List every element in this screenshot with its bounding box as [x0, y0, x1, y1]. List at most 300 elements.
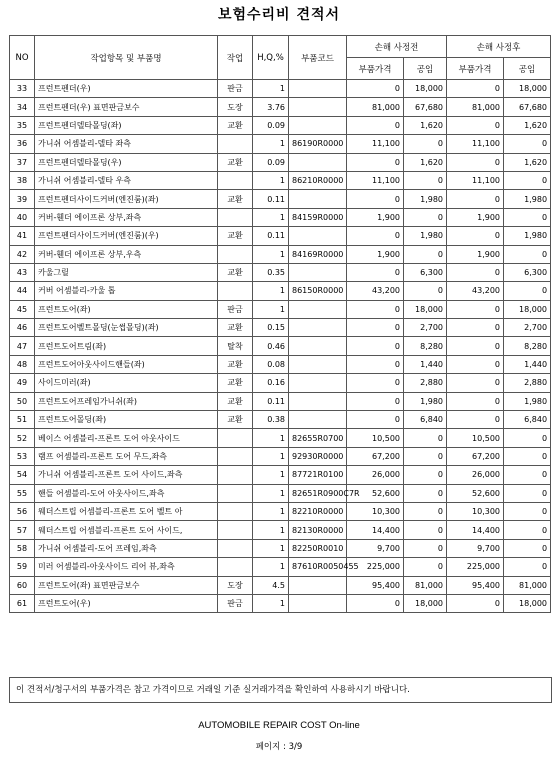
row-work: [218, 135, 253, 153]
row-work: [218, 466, 253, 484]
row-no: 47: [10, 337, 35, 355]
row-item: 프런트도어(좌): [35, 300, 218, 318]
row-before-part-price: 0: [347, 392, 404, 410]
row-hq: 1: [253, 429, 289, 447]
row-before-labor: 1,620: [404, 153, 447, 171]
table-row: [10, 558, 551, 576]
header-after-adjustment: 손해 사정후: [447, 36, 551, 58]
row-no: 58: [10, 539, 35, 557]
row-before-part-price: 0: [347, 153, 404, 171]
row-before-part-price: 225,000: [347, 558, 404, 576]
price-notice: 이 견적서/청구서의 부품가격은 참고 가격이므로 거래일 기준 실거래가격을 확인하여 사용하시기 바랍니다.: [9, 677, 552, 703]
row-after-labor: 81,000: [504, 576, 551, 594]
row-item: 가니쉬 어셈블리-델타 좌측: [35, 135, 218, 153]
row-item: 프런트펜더델타몰딩(좌): [35, 116, 218, 134]
row-item: 커버-휀더 에이프론 상부,우측: [35, 245, 218, 263]
table-row: [10, 502, 551, 520]
row-before-labor: 0: [404, 539, 447, 557]
row-work: 교환: [218, 374, 253, 392]
header-before-labor: 공임: [404, 58, 447, 80]
row-hq: 3.76: [253, 98, 289, 116]
row-after-labor: 1,440: [504, 355, 551, 373]
table-row: [10, 576, 551, 594]
row-part-code: [289, 263, 347, 281]
row-hq: 0.11: [253, 392, 289, 410]
row-work: 교환: [218, 227, 253, 245]
row-before-part-price: 0: [347, 227, 404, 245]
row-hq: 1: [253, 558, 289, 576]
row-no: 50: [10, 392, 35, 410]
row-before-labor: 6,840: [404, 411, 447, 429]
row-after-labor: 0: [504, 447, 551, 465]
row-after-part-price: 11,100: [447, 135, 504, 153]
row-no: 52: [10, 429, 35, 447]
row-before-part-price: 9,700: [347, 539, 404, 557]
row-hq: 1: [253, 171, 289, 189]
row-before-part-price: 43,200: [347, 282, 404, 300]
row-hq: 0.15: [253, 319, 289, 337]
row-no: 34: [10, 98, 35, 116]
row-item: 프런트펜더(우): [35, 80, 218, 98]
row-hq: 1: [253, 135, 289, 153]
row-part-code: 92930R0000: [289, 447, 347, 465]
row-after-part-price: 11,100: [447, 171, 504, 189]
row-hq: 0.35: [253, 263, 289, 281]
row-item: 램프 어셈블리-프론트 도어 무드,좌측: [35, 447, 218, 465]
row-part-code: [289, 319, 347, 337]
row-item: 커버-휀더 에이프론 상부,좌측: [35, 208, 218, 226]
row-part-code: [289, 355, 347, 373]
row-part-code: [289, 98, 347, 116]
table-row: [10, 466, 551, 484]
row-no: 40: [10, 208, 35, 226]
row-after-labor: 0: [504, 208, 551, 226]
table-row: [10, 594, 551, 612]
row-after-part-price: 52,600: [447, 484, 504, 502]
row-no: 39: [10, 190, 35, 208]
row-after-labor: 2,700: [504, 319, 551, 337]
row-part-code: 84159R0000: [289, 208, 347, 226]
row-after-part-price: 1,900: [447, 208, 504, 226]
row-hq: 1: [253, 466, 289, 484]
row-work: 교환: [218, 319, 253, 337]
row-after-part-price: 0: [447, 594, 504, 612]
row-item: 프런트도어프레임가니쉬(좌): [35, 392, 218, 410]
row-after-part-price: 67,200: [447, 447, 504, 465]
row-no: 41: [10, 227, 35, 245]
row-hq: 1: [253, 594, 289, 612]
row-item: 사이드미러(좌): [35, 374, 218, 392]
table-row: [10, 245, 551, 263]
row-work: 교환: [218, 263, 253, 281]
row-before-labor: 0: [404, 245, 447, 263]
header-before-part-price: 부품가격: [347, 58, 404, 80]
row-hq: 1: [253, 208, 289, 226]
row-after-part-price: 10,300: [447, 502, 504, 520]
row-work: [218, 539, 253, 557]
row-part-code: [289, 337, 347, 355]
row-item: 가니쉬 어셈블리-프론트 도어 사이드,좌측: [35, 466, 218, 484]
row-no: 54: [10, 466, 35, 484]
row-after-labor: 0: [504, 521, 551, 539]
row-item: 커버 어셈블리-카울 톱: [35, 282, 218, 300]
row-before-part-price: 0: [347, 411, 404, 429]
table-row: [10, 153, 551, 171]
row-work: [218, 429, 253, 447]
row-before-part-price: 95,400: [347, 576, 404, 594]
row-item: 가니쉬 어셈블리-델타 우측: [35, 171, 218, 189]
table-row: [10, 80, 551, 98]
header-before-adjustment: 손해 사정전: [347, 36, 447, 58]
row-no: 56: [10, 502, 35, 520]
table-row: [10, 208, 551, 226]
row-work: [218, 171, 253, 189]
row-part-code: 84169R0000: [289, 245, 347, 263]
row-work: 교환: [218, 153, 253, 171]
row-part-code: [289, 227, 347, 245]
row-part-code: [289, 392, 347, 410]
row-before-part-price: 0: [347, 319, 404, 337]
row-before-part-price: 10,500: [347, 429, 404, 447]
row-part-code: 82651R0900C7R: [289, 484, 347, 502]
row-after-labor: 6,840: [504, 411, 551, 429]
row-no: 61: [10, 594, 35, 612]
row-part-code: [289, 190, 347, 208]
row-hq: 1: [253, 502, 289, 520]
page-number: 페이지 : 3/9: [255, 742, 303, 752]
row-hq: 0.38: [253, 411, 289, 429]
row-before-part-price: 1,900: [347, 208, 404, 226]
row-item: 프런트펜더사이드커버(엔진룸)(좌): [35, 190, 218, 208]
row-item: 프런트도어몰딩(좌): [35, 411, 218, 429]
row-before-part-price: 81,000: [347, 98, 404, 116]
row-after-part-price: 9,700: [447, 539, 504, 557]
row-after-labor: 18,000: [504, 300, 551, 318]
row-after-labor: 1,620: [504, 116, 551, 134]
row-after-part-price: 0: [447, 337, 504, 355]
row-work: [218, 502, 253, 520]
header-part-code: 부품코드: [289, 36, 347, 80]
row-after-labor: 0: [504, 466, 551, 484]
row-hq: 1: [253, 282, 289, 300]
row-no: 49: [10, 374, 35, 392]
row-after-labor: 18,000: [504, 594, 551, 612]
row-no: 38: [10, 171, 35, 189]
row-before-part-price: 11,100: [347, 135, 404, 153]
row-after-part-price: 225,000: [447, 558, 504, 576]
table-row: [10, 263, 551, 281]
row-hq: 4.5: [253, 576, 289, 594]
row-after-part-price: 0: [447, 392, 504, 410]
row-after-part-price: 0: [447, 263, 504, 281]
table-row: [10, 171, 551, 189]
row-before-labor: 0: [404, 521, 447, 539]
row-hq: 1: [253, 80, 289, 98]
table-row: [10, 116, 551, 134]
row-part-code: 87610R0050455: [289, 558, 347, 576]
document-title: 보험수리비 견적서: [217, 7, 341, 23]
row-work: 판금: [218, 594, 253, 612]
row-after-part-price: 0: [447, 227, 504, 245]
row-work: 교환: [218, 190, 253, 208]
table-row: [10, 374, 551, 392]
table-row: [10, 190, 551, 208]
row-before-labor: 0: [404, 208, 447, 226]
row-work: [218, 447, 253, 465]
row-item: 프런트펜더델타몰딩(우): [35, 153, 218, 171]
table-row: [10, 319, 551, 337]
row-item: 웨더스트립 어셈블리-프론트 도어 벨트 아: [35, 502, 218, 520]
row-no: 35: [10, 116, 35, 134]
row-item: 가니쉬 어셈블리-도어 프레임,좌측: [35, 539, 218, 557]
row-part-code: [289, 300, 347, 318]
row-after-labor: 0: [504, 539, 551, 557]
row-hq: 0.09: [253, 116, 289, 134]
row-before-labor: 1,620: [404, 116, 447, 134]
table-row: [10, 521, 551, 539]
row-after-part-price: 81,000: [447, 98, 504, 116]
row-no: 55: [10, 484, 35, 502]
header-after-part-price: 부품가격: [447, 58, 504, 80]
row-before-part-price: 0: [347, 355, 404, 373]
row-work: [218, 208, 253, 226]
row-before-labor: 0: [404, 484, 447, 502]
row-hq: 1: [253, 484, 289, 502]
row-part-code: 82210R0000: [289, 502, 347, 520]
row-after-part-price: 0: [447, 374, 504, 392]
row-after-labor: 1,980: [504, 190, 551, 208]
row-hq: 1: [253, 521, 289, 539]
table-row: [10, 300, 551, 318]
row-hq: 0.16: [253, 374, 289, 392]
row-after-part-price: 0: [447, 411, 504, 429]
row-part-code: [289, 153, 347, 171]
row-before-part-price: 0: [347, 116, 404, 134]
header-work: 작업: [218, 36, 253, 80]
row-after-part-price: 95,400: [447, 576, 504, 594]
row-no: 57: [10, 521, 35, 539]
row-part-code: [289, 411, 347, 429]
row-after-labor: 0: [504, 135, 551, 153]
row-before-labor: 0: [404, 171, 447, 189]
row-after-labor: 1,980: [504, 227, 551, 245]
row-work: 교환: [218, 411, 253, 429]
row-no: 60: [10, 576, 35, 594]
row-before-labor: 0: [404, 466, 447, 484]
row-work: 교환: [218, 116, 253, 134]
row-after-part-price: 10,500: [447, 429, 504, 447]
header-hq: H,Q,%: [253, 36, 289, 80]
row-item: 베이스 어셈블리-프론트 도어 아웃사이드: [35, 429, 218, 447]
row-work: 탈착: [218, 337, 253, 355]
row-part-code: 87721R0100: [289, 466, 347, 484]
row-item: 프런트도어(우): [35, 594, 218, 612]
row-before-part-price: 0: [347, 594, 404, 612]
row-work: 도장: [218, 98, 253, 116]
row-after-part-price: 26,000: [447, 466, 504, 484]
row-part-code: [289, 374, 347, 392]
row-after-part-price: 0: [447, 300, 504, 318]
row-after-labor: 0: [504, 558, 551, 576]
row-part-code: [289, 116, 347, 134]
row-hq: 0.46: [253, 337, 289, 355]
row-after-part-price: 43,200: [447, 282, 504, 300]
table-row: [10, 392, 551, 410]
row-before-part-price: 52,600: [347, 484, 404, 502]
row-after-labor: 0: [504, 282, 551, 300]
row-after-labor: 0: [504, 245, 551, 263]
row-after-labor: 0: [504, 484, 551, 502]
row-item: 프런트도어(좌) 표면판금보수: [35, 576, 218, 594]
row-part-code: 82655R0700: [289, 429, 347, 447]
row-no: 48: [10, 355, 35, 373]
row-work: 판금: [218, 300, 253, 318]
row-before-labor: 81,000: [404, 576, 447, 594]
row-before-part-price: 0: [347, 300, 404, 318]
row-hq: 0.09: [253, 153, 289, 171]
row-before-part-price: 11,100: [347, 171, 404, 189]
row-work: [218, 282, 253, 300]
row-after-part-price: 0: [447, 190, 504, 208]
row-before-part-price: 14,400: [347, 521, 404, 539]
row-before-part-price: 0: [347, 263, 404, 281]
row-item: 미러 어셈블리-아웃사이드 리어 뷰,좌측: [35, 558, 218, 576]
row-hq: 1: [253, 539, 289, 557]
row-work: 판금: [218, 80, 253, 98]
table-row: [10, 98, 551, 116]
row-after-labor: 2,880: [504, 374, 551, 392]
row-before-labor: 0: [404, 447, 447, 465]
row-after-part-price: 0: [447, 319, 504, 337]
row-item: 프런트도어벨트몰딩(눈썹몰딩)(좌): [35, 319, 218, 337]
row-hq: 0.11: [253, 227, 289, 245]
table-row: [10, 447, 551, 465]
row-hq: 1: [253, 300, 289, 318]
row-before-part-price: 0: [347, 337, 404, 355]
row-after-labor: 0: [504, 171, 551, 189]
row-no: 44: [10, 282, 35, 300]
row-work: [218, 521, 253, 539]
row-after-labor: 1,980: [504, 392, 551, 410]
row-before-labor: 18,000: [404, 80, 447, 98]
row-before-part-price: 67,200: [347, 447, 404, 465]
table-row: [10, 411, 551, 429]
row-no: 36: [10, 135, 35, 153]
row-after-labor: 8,280: [504, 337, 551, 355]
row-work: 교환: [218, 355, 253, 373]
row-before-labor: 1,980: [404, 392, 447, 410]
row-after-labor: 67,680: [504, 98, 551, 116]
row-before-labor: 2,700: [404, 319, 447, 337]
row-before-labor: 18,000: [404, 594, 447, 612]
row-item: 핸들 어셈블리-도어 아웃사이드,좌측: [35, 484, 218, 502]
table-row: [10, 539, 551, 557]
row-before-part-price: 0: [347, 374, 404, 392]
row-before-labor: 8,280: [404, 337, 447, 355]
row-no: 59: [10, 558, 35, 576]
row-no: 53: [10, 447, 35, 465]
row-no: 46: [10, 319, 35, 337]
row-after-labor: 0: [504, 429, 551, 447]
row-work: [218, 558, 253, 576]
row-before-labor: 0: [404, 502, 447, 520]
row-hq: 1: [253, 245, 289, 263]
row-item: 프런트펜더사이드커버(엔진룸)(우): [35, 227, 218, 245]
row-item: 프런트도어트림(좌): [35, 337, 218, 355]
table-row: [10, 337, 551, 355]
row-part-code: 86210R0000: [289, 171, 347, 189]
row-after-part-price: 14,400: [447, 521, 504, 539]
row-no: 45: [10, 300, 35, 318]
row-part-code: 82250R0010: [289, 539, 347, 557]
row-part-code: [289, 80, 347, 98]
row-before-labor: 67,680: [404, 98, 447, 116]
table-row: [10, 227, 551, 245]
table-row: [10, 135, 551, 153]
header-item: 작업항목 및 부품명: [35, 36, 218, 80]
row-before-labor: 0: [404, 558, 447, 576]
row-after-part-price: 0: [447, 153, 504, 171]
row-no: 37: [10, 153, 35, 171]
row-after-labor: 0: [504, 502, 551, 520]
row-part-code: [289, 576, 347, 594]
row-before-labor: 6,300: [404, 263, 447, 281]
row-before-part-price: 0: [347, 80, 404, 98]
row-before-part-price: 10,300: [347, 502, 404, 520]
row-before-labor: 1,980: [404, 190, 447, 208]
row-item: 웨더스트립 어셈블리-프론트 도어 사이드,: [35, 521, 218, 539]
row-after-part-price: 0: [447, 116, 504, 134]
row-before-labor: 1,440: [404, 355, 447, 373]
row-item: 카울그릴: [35, 263, 218, 281]
row-work: [218, 484, 253, 502]
row-item: 프런트펜더(우) 표면판금보수: [35, 98, 218, 116]
row-no: 43: [10, 263, 35, 281]
row-part-code: 86190R0000: [289, 135, 347, 153]
row-hq: 1: [253, 447, 289, 465]
row-work: 도장: [218, 576, 253, 594]
table-row: [10, 429, 551, 447]
row-after-labor: 1,620: [504, 153, 551, 171]
table-row: [10, 355, 551, 373]
row-part-code: 82130R0000: [289, 521, 347, 539]
row-hq: 0.11: [253, 190, 289, 208]
table-row: [10, 282, 551, 300]
row-part-code: 86150R0000: [289, 282, 347, 300]
header-after-labor: 공임: [504, 58, 551, 80]
row-no: 42: [10, 245, 35, 263]
row-before-labor: 0: [404, 429, 447, 447]
row-before-labor: 2,880: [404, 374, 447, 392]
row-after-part-price: 1,900: [447, 245, 504, 263]
row-no: 33: [10, 80, 35, 98]
row-before-part-price: 0: [347, 190, 404, 208]
row-after-labor: 18,000: [504, 80, 551, 98]
row-work: [218, 245, 253, 263]
row-before-labor: 18,000: [404, 300, 447, 318]
table-row: [10, 484, 551, 502]
footer-brand: AUTOMOBILE REPAIR COST On-line: [198, 720, 360, 731]
row-hq: 0.08: [253, 355, 289, 373]
row-before-part-price: 26,000: [347, 466, 404, 484]
row-item: 프런트도어아웃사이드핸들(좌): [35, 355, 218, 373]
row-part-code: [289, 594, 347, 612]
row-before-labor: 0: [404, 135, 447, 153]
row-after-part-price: 0: [447, 80, 504, 98]
row-before-labor: 0: [404, 282, 447, 300]
row-after-labor: 6,300: [504, 263, 551, 281]
estimate-table: [9, 35, 551, 613]
